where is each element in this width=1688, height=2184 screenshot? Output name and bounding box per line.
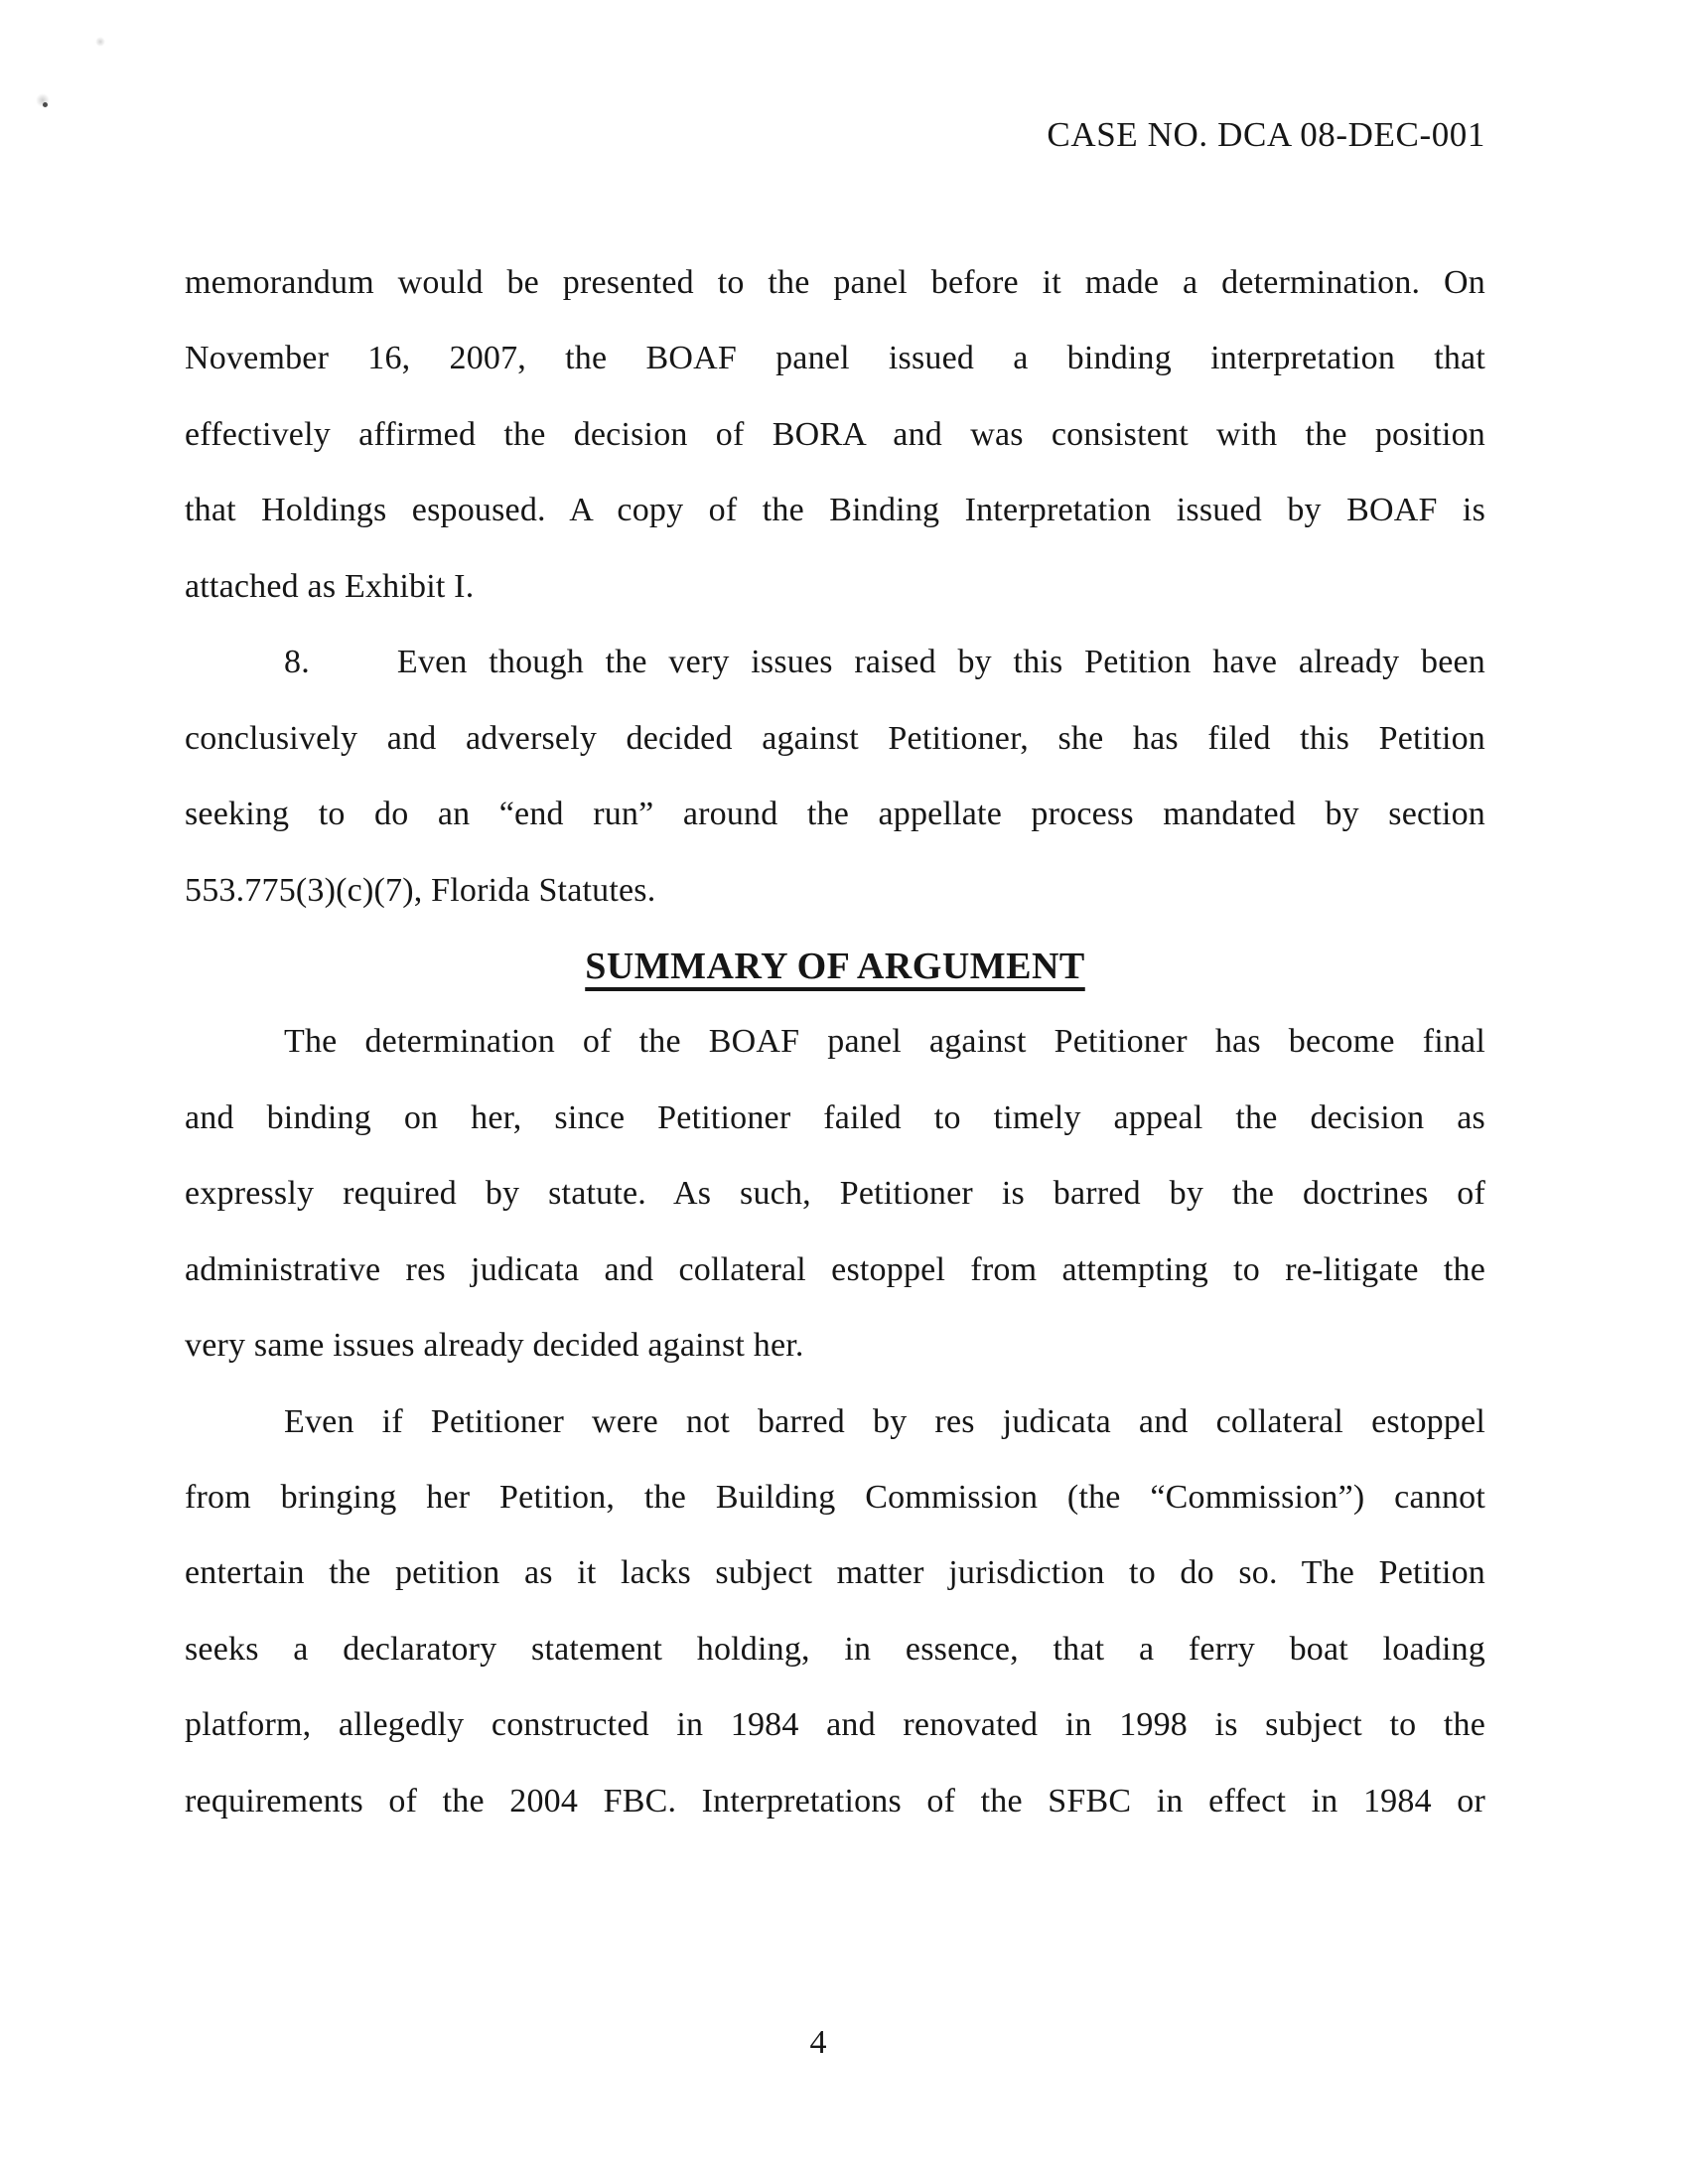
summary-paragraph2-line: entertain the petition as it lacks subject matter jurisdiction to do so. The Petition xyxy=(185,1554,1485,1592)
summary-of-argument-heading xyxy=(185,929,1485,1004)
paragraph8-line xyxy=(185,625,1485,700)
summary-paragraph2-line: requirements of the 2004 FBC. Interpretations of the SFBC in effect in 1984 or xyxy=(185,1782,1485,1820)
paragraph1-line: attached as Exhibit I. xyxy=(185,567,475,605)
summary-paragraph2-line: seeks a declaratory statement holding, in essence, that a ferry boat loading xyxy=(185,1630,1485,1668)
summary-paragraph1-line: administrative res judicata and collateral estoppel from attempting to re-litigate the xyxy=(185,1250,1485,1288)
summary-paragraph2-line: from bringing her Petition, the Building Commission (the “Commission”) cannot xyxy=(185,1479,1485,1516)
paragraph1-line: November 16, 2007, the BOAF panel issued a binding interpretation that xyxy=(185,340,1485,377)
summary-of-argument-heading-text: SUMMARY OF ARGUMENT xyxy=(585,945,1085,987)
paragraph8-line: seeking to do an “end run” around the appellate process mandated by section xyxy=(185,796,1485,833)
paragraph1-line: that Holdings espoused. A copy of the Binding Interpretation issued by BOAF is xyxy=(185,492,1485,529)
paragraph8-text: Even though the very issues raised by this Petition have already been xyxy=(396,644,1485,681)
paragraph8-line: conclusively and adversely decided against Petitioner, she has filed this Petition xyxy=(185,719,1485,757)
summary-paragraph1-line: expressly required by statute. As such, Petitioner is barred by the doctrines of xyxy=(185,1175,1485,1213)
page-number: 4 xyxy=(809,2024,827,2061)
scan-speckle xyxy=(95,37,105,47)
paragraph1-line: memorandum would be presented to the panel before it made a determination. On xyxy=(185,264,1485,301)
summary-paragraph2-line: platform, allegedly constructed in 1984 and renovated in 1998 is subject to the xyxy=(185,1706,1485,1744)
document-body xyxy=(185,245,1485,1839)
paragraph1-line: effectively affirmed the decision of BORA and was consistent with the position xyxy=(185,415,1485,453)
summary-paragraph1-line: and binding on her, since Petitioner failed to timely appeal the decision as xyxy=(185,1098,1485,1136)
case-number: CASE NO. DCA 08-DEC-001 xyxy=(1047,115,1485,154)
summary-paragraph2-line: Even if Petitioner were not barred by res judicata and collateral estoppel xyxy=(284,1402,1485,1440)
paragraph8-line: 553.775(3)(c)(7), Florida Statutes. xyxy=(185,871,656,909)
summary-paragraph1-line: The determination of the BOAF panel against Petitioner has become final xyxy=(284,1023,1485,1061)
scan-speckle xyxy=(43,102,48,107)
summary-paragraph1-line: very same issues already decided against her. xyxy=(185,1327,804,1365)
paragraph-number: 8. xyxy=(284,644,310,681)
